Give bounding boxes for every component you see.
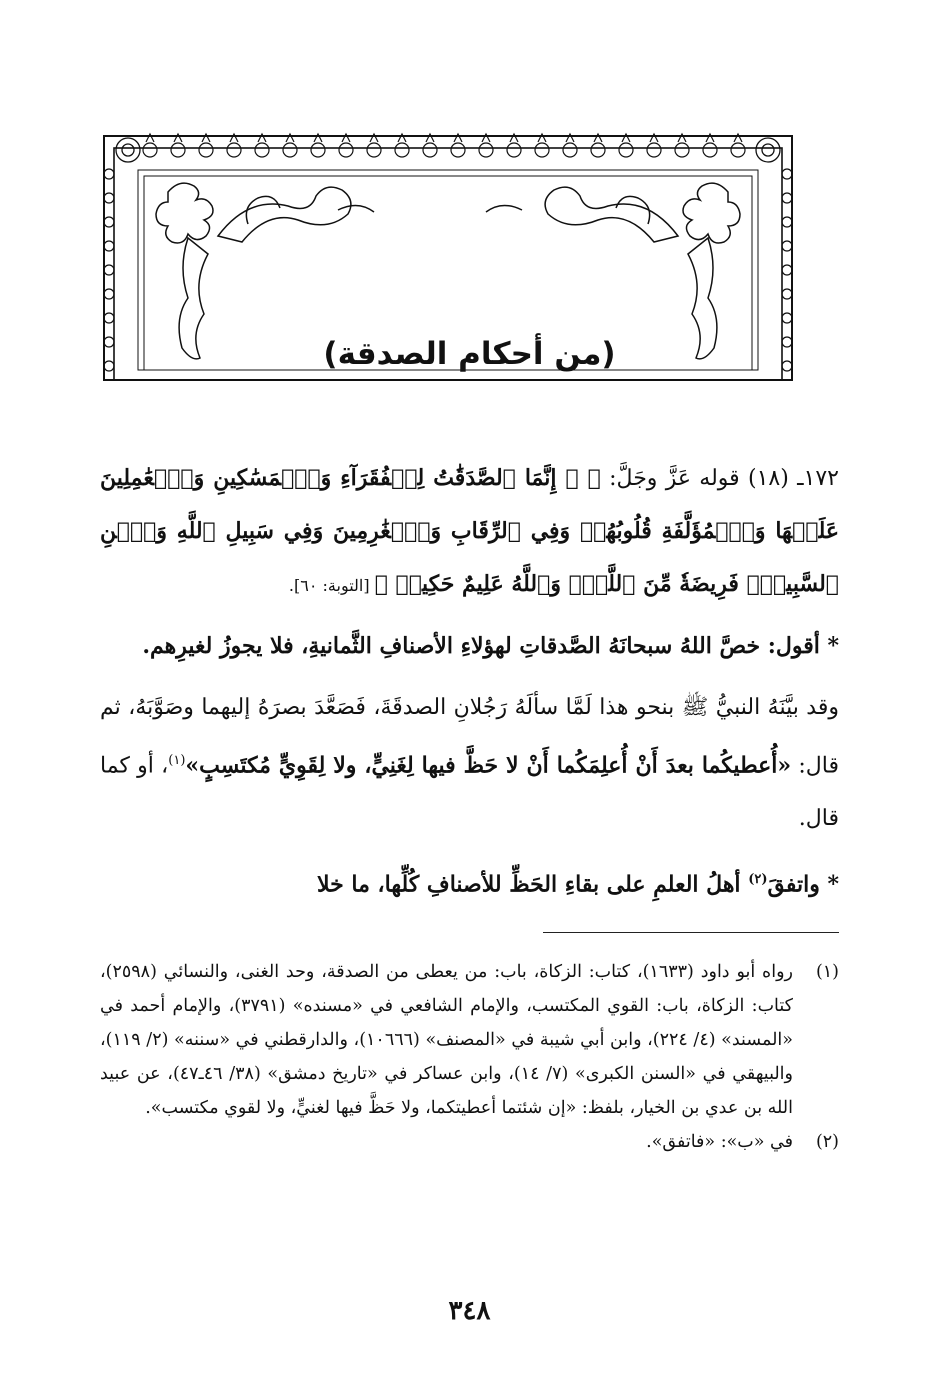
consensus-text: أهلُ العلمِ على بقاءِ الحَظِّ للأصنافِ كُلِّها، ما خلا xyxy=(317,871,749,898)
hadith-outro: ، أو كما قال. xyxy=(100,753,839,832)
footnotes xyxy=(100,955,839,1159)
footnote-text: رواه أبو داود (١٦٣٣)، كتاب: الزكاة، باب: من يعطى من الصدقة، وحد الغنى، والنسائي (٢٥٩٨)، كتاب: الزكاة، باب: القوي المكتسب، والإمام الشافعي في «مسنده» (٣٧٩١)، والإمام أحمد في «المسند» (٤/ ٢٢٤)، وابن أبي شيبة في «المصنف» (١٠٦٦٦)، والدارقطني في «سننه» (٢/ ١١٩)، والبيهقي في «السنن الكبرى» (٧/ ١٤)، وابن عساكر في «تاريخ دمشق» (٣٨/ ٤٦ـ٤٧)، عن عبيد الله بن عدي بن الخيار، بلفظ: «إن شئتما أعطيتكما، ولا حَظَّ فيها لغنيٍّ، ولا لقوي مكتسب». xyxy=(100,962,793,1118)
verse-intro: ١٧٢ـ (١٨) قوله عَزَّ وجَلَّ: xyxy=(600,466,839,491)
paragraph-commentary: * أقول: خصَّ اللهُ سبحانَهُ الصَّدقاتِ لهؤلاءِ الأصنافِ الثَّمانيةِ، فلا يجوزُ لغيرِهم. xyxy=(142,633,839,659)
hadith-quote: «أُعطيكُما بعدَ أَنْ أُعلِمَكُما أَنْ لا حَظَّ فيها لِغَنِيٍّ، ولا لِقَوِيٍّ مُكتَسِبٍ» xyxy=(185,752,792,779)
footnote-number: (١) xyxy=(815,962,839,982)
footnote-separator xyxy=(543,932,839,933)
quran-verse: ﴿ ۞ إِنَّمَا ٱلصَّدَقَٰتُ لِلۡفُقَرَآءِ وَٱلۡمَسَٰكِينِ وَٱلۡعَٰمِلِينَ عَلَيۡهَا وَٱلۡمُؤَلَّفَةِ قُلُوبُهُمۡ وَفِي ٱلرِّقَابِ وَٱلۡغَٰرِمِينَ وَفِي سَبِيلِ ٱللَّهِ وَٱبۡنِ ٱلسَّبِيلِۖ فَرِيضَةٗ مِّنَ ٱللَّهِۗ وَٱللَّهُ عَلِيمٌ حَكِيمٞ ﴾ xyxy=(100,465,839,597)
footnote-item xyxy=(100,955,839,1125)
page-number: ٣٤٨ xyxy=(448,1296,491,1326)
chapter-title: (من أحكام الصدقة) xyxy=(323,336,616,372)
footnote-item xyxy=(100,1125,839,1159)
main-text xyxy=(100,452,839,920)
footnote-text: في «ب»: «فاتفق». xyxy=(646,1132,793,1152)
hadith-intro: وقد بيَّنَهُ النبيُّ ﷺ بنحو هذا لَمَّا سألَهُ رَجُلانِ الصدقَةَ، فَصَعَّدَ بصرَهُ إليهما وصَوَّبَهُ، ثم قال: xyxy=(100,695,839,779)
paragraph-hadith xyxy=(100,681,839,845)
footnote-marker-1: (١) xyxy=(168,753,186,768)
footnote-marker-2: (٢) xyxy=(748,872,768,888)
paragraph-verse xyxy=(100,452,839,612)
verse-reference: [التوبة: ٦٠]. xyxy=(288,576,375,595)
consensus-start: * واتفقَ xyxy=(767,871,839,898)
paragraph-consensus xyxy=(100,853,839,911)
footnote-number: (٢) xyxy=(815,1132,839,1152)
